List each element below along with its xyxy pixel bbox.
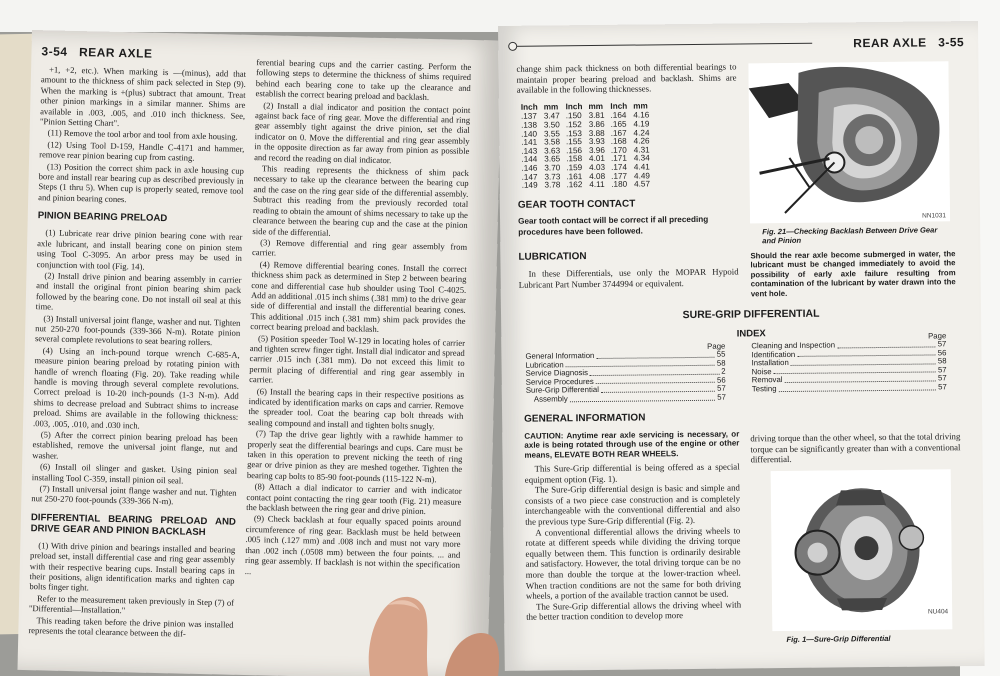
paragraph: (5) After the correct pinion bearing preload has been established, remove the universal joint flange, nut and washer. [32, 429, 238, 461]
column-header: mm [633, 101, 648, 111]
index-left-list [525, 342, 726, 405]
table-cell: 4.26 [633, 136, 650, 146]
table-cell: .164 [610, 111, 627, 121]
table-cell: .140 [521, 129, 538, 139]
index-leader-dots [797, 349, 936, 357]
table-cell: .156 [566, 145, 583, 156]
index-item-label: Identification [751, 349, 796, 359]
table-cell: .143 [521, 146, 538, 156]
paragraph: The Sure-Grip differential design is basic and simple and consists of a two piece case construction and is completely interchangeable with the conventional differential and also the previous type Sure-Grip differential (Fig. 2). [524, 482, 741, 527]
index-item-label: Cleaning and Inspection [751, 340, 836, 351]
index-item-page: 57 [717, 392, 726, 402]
shim-thickness-table [521, 102, 656, 190]
intro-paragraph: change shim pack thickness on both differential bearings to maintain proper bearing preload and backlash. Shims are available in the following thicknesses. [516, 61, 737, 95]
index-item-page: 57 [937, 339, 947, 349]
paragraph: (1) Lubricate rear drive pinion bearing cone with rear axle lubricant, and install bearing cone on pinion stem using Tool C-3095. An arbor press may be used in conjunction with tool (Fig. 14). [36, 227, 243, 272]
index-item-label: Lubrication [525, 359, 564, 370]
header-rule-dot-icon [508, 42, 517, 51]
index-entries [525, 351, 726, 405]
index-page-label: Page [928, 331, 947, 341]
table-cell: .158 [566, 154, 583, 164]
index-item-page: 55 [716, 349, 726, 359]
index-item-label: Installation [751, 358, 789, 368]
column-header: mm [543, 102, 559, 112]
caution-text: CAUTION: Anytime rear axle servicing is necessary, or axle is being rotated through use of the engine or other means, ELEVATE BOTH REAR WHEELS. [524, 429, 740, 460]
index-item-page: 57 [717, 384, 726, 394]
paragraph: (3) Remove differential and ring gear assembly from carrier. [251, 237, 468, 258]
column-header: mm [588, 101, 604, 111]
right-page [498, 21, 985, 671]
table-row [522, 180, 656, 190]
table-cell: 4.41 [633, 162, 650, 172]
table-cell: 3.65 [544, 154, 561, 164]
index-item-page: 57 [937, 373, 947, 383]
table-cell: .161 [566, 171, 583, 181]
index-leader-dots [596, 377, 715, 385]
paragraph: (5) Position speeder Tool W-129 in locating holes of carrier and tighten screw finger tight. Install dial indicator and spread carrier .015 inch (.381 mm). Do not exceed this limit to permit placing of differential and ring gear assembly in carrier. [249, 332, 466, 385]
header-rule [512, 43, 812, 47]
table-cell: .155 [565, 137, 582, 147]
index-item-label: Assembly [533, 394, 568, 404]
index-leader-dots [774, 366, 936, 374]
index-item-page: 56 [937, 347, 947, 358]
table-cell: 3.88 [588, 128, 605, 138]
submerged-warning-text: Should the rear axle become submerged in water, the lubricant must be changed immediately to avoid the possibility of early axle failure resulting from contamination of the lubricant by water drawn into the vent hole. [750, 249, 956, 298]
section-heading: DIFFERENTIAL BEARING PRELOAD AND DRIVE GEAR AND PINION BACKLASH [30, 511, 237, 538]
table-cell: 3.58 [544, 137, 561, 147]
table-cell: 4.31 [633, 145, 650, 155]
paragraph: (3) Install universal joint flange, washer and nut. Tighten nut 250-270 foot-pounds (339-366 N-m). Rotate pinion several complete revolutions to seat bearing rollers. [34, 312, 241, 348]
index-item-page: 57 [938, 382, 947, 392]
table-cell: 4.34 [633, 153, 650, 163]
table-cell: .149 [521, 180, 538, 190]
figure-21-image [748, 61, 950, 223]
paragraph: +1, +2, etc.). When marking is —(minus), add that amount to the thickness of shim pack selected in Step (9). When the marking is +(plus) subtract that amount. Treat other pinion markings in a similar manner. Shims are available in .003, .005, and .010 inch thickness. See, "Pinion Setting Chart". [39, 64, 247, 129]
paragraph: (12) Using Tool D-159, Handle C-4171 and hammer, remove rear pinion bearing cup from casting. [39, 139, 245, 163]
paragraph: A conventional differential allows the driving wheels to rotate at different speeds while dividing the driving torque equally between them. This function is ordinarily desirable and satisfactory. However, the total driving torque can be no more than double the torque at the lower-traction wheel. When traction conditions are not the same for both driving wheels, a portion of the available traction cannot be used. [525, 525, 741, 601]
index-leader-dots [596, 351, 714, 359]
table-cell: 4.49 [633, 170, 650, 181]
section-heading: LUBRICATION [518, 250, 587, 263]
table-cell: .165 [610, 119, 627, 129]
right-column-1-bottom [524, 408, 741, 622]
paragraph: (8) Attach a dial indicator to carrier and with indicator contact point contacting the ring gear tooth (Fig. 21) measure the backlash between the ring gear and drive pinion. [246, 481, 462, 517]
figure-1-image [771, 469, 953, 631]
index-leader-dots [590, 368, 719, 376]
paragraph: This reading taken before the drive pinion was installed represents the total clearance between the dif- [28, 614, 234, 639]
table-cell: .180 [611, 179, 628, 189]
paragraph: (7) Install universal joint flange washer and nut. Tighten nut 250-270 foot-pounds (339-366 N-m). [31, 483, 237, 507]
index-leader-dots [566, 359, 715, 367]
index-leader-dots [791, 358, 936, 366]
left-page-header [41, 44, 152, 61]
table-cell: 3.81 [588, 111, 605, 121]
left-column-2 [245, 57, 472, 582]
index-item-page: 2 [721, 366, 726, 376]
figure-id: NN1031 [922, 212, 947, 220]
table-cell: 3.86 [588, 119, 605, 130]
index-leader-dots [601, 385, 715, 393]
hand-thumb-icon [330, 575, 530, 676]
index-item-page: 58 [716, 358, 726, 368]
index-item-label: Testing [751, 384, 777, 394]
table-cell: 3.73 [544, 171, 561, 182]
paragraph: (2) Install drive pinion and bearing assembly in carrier and install the original front pinion bearing shim pack followed by the bearing cone. Do not install oil seal at this time. [35, 270, 242, 312]
table-cell: .174 [611, 162, 628, 172]
table-cell: 4.01 [588, 154, 606, 164]
table-cell: 3.78 [544, 180, 561, 190]
paragraph: Refer to the measurement taken previously in Step (7) of "Differential—Installation." [28, 593, 235, 616]
table-cell: 3.63 [544, 146, 561, 156]
sure-grip-differential-illustration-icon [771, 469, 953, 631]
index-right-list [751, 331, 947, 394]
axle-backlash-illustration-icon [748, 61, 950, 223]
table-cell: .141 [521, 137, 538, 147]
paragraph: The Sure-Grip differential allows the driving wheel with the better traction condition to develop more [526, 599, 742, 623]
table-cell: .152 [565, 120, 582, 130]
table-cell: 3.47 [543, 111, 560, 121]
table-cell: .171 [610, 154, 627, 164]
paragraph: (6) Install the bearing caps in their respective positions as indicated by identification marks on caps and carrier. Remove the spreader tool. Coat the bearing cap bolt threads with sealing compound and install and tighten bolts snugly. [248, 385, 464, 432]
paragraph: (2) Install a dial indicator and position the contact point against back face of ring gear. Move the differential and ring gear assembly tight against the drive pinion, set the dial indicator on 0. Move the differential and ring gear assembly in the opposite direction as far away from pinion as possible and record the reading on dial indicator. [254, 99, 471, 165]
paragraph: (1) With drive pinion and bearings installed and bearing preload set, install differential case and ring gear assembly with their respective bearing cups. Install bearing caps in their positions, align identification marks and tighten cap bolts finger tight. [29, 540, 236, 593]
table-cell: .168 [610, 136, 627, 146]
right-page-number: 3-55 [938, 35, 965, 50]
table-cell: 4.11 [589, 180, 605, 190]
column-header: Inch [565, 101, 583, 112]
paragraph: (9) Check backlash at four equally spaced points around circumference of ring gear. Backlash must be held between .005 inch (.127 mm) and .008 inch and must not vary more than .002 inch (.0508 mm) between the four points. ... and ring gear assembly. If backlash is not within the specification ... [244, 513, 462, 576]
figure-21-caption: Fig. 21—Checking Backlash Between Drive Gear and Pinion [762, 225, 938, 246]
table-cell: .177 [611, 171, 628, 181]
paragraph: This Sure-Grip differential is being offered as a special equipment option (Fig. 1). [524, 461, 740, 485]
paragraph: ferential bearing cups and the carrier casting. Perform the following steps to determine the thickness of shims required behind each bearing cone to take up the clearance and establish the correct bearing preload and backlash. [255, 57, 472, 103]
shim-table-body [521, 112, 656, 191]
paragraph: This reading represents the thickness of shim pack necessary to take up the clearance between the bearing cup and the case on the ring gear side of the differential assembly. Subtract this reading from the previously recorded total reading to obtain the amount of shims necessary to take up the clearance between the bearing cup and the case at the pinion side of the differential. [252, 163, 469, 238]
table-cell: 4.16 [633, 110, 650, 120]
index-item-page: 56 [716, 375, 726, 385]
table-cell: .162 [566, 180, 583, 190]
paragraph: (4) Using an inch-pound torque wrench C-685-A, measure pinion bearing preload by rotating pinion with handle of wrench floating (Fig. 20). Take reading while handle is moving through several complete revolutions. Correct preload is 10-20 inch-pounds (1-3 N-m). Add shims to decrease preload and Subtract shims to increase preload. Shims are available in the following thickness: .003, .005, .010, and .030 inch. [32, 345, 240, 431]
sure-grip-title: SURE-GRIP DIFFERENTIAL [682, 307, 820, 322]
table-cell: .150 [565, 111, 582, 121]
index-item [752, 383, 947, 394]
index-item-label: Noise [751, 366, 772, 377]
column-header: Inch [520, 102, 538, 112]
index-leader-dots [784, 375, 936, 383]
figure-id: NU404 [927, 608, 949, 616]
table-cell: .159 [566, 163, 583, 173]
column-header: Inch [610, 101, 628, 111]
paragraph: (6) Install oil slinger and gasket. Using pinion seal installing Tool C-359, install pinion oil seal. [31, 461, 238, 486]
table-cell: 3.93 [588, 137, 605, 147]
section-heading: GEAR TOOTH CONTACT [517, 198, 636, 211]
table-cell: .167 [610, 128, 627, 138]
index-page-label: Page [707, 341, 726, 351]
index-item-label: General Information [525, 351, 595, 361]
table-cell: .170 [610, 145, 627, 155]
index-item-page: 58 [937, 356, 947, 366]
index-item-page: 57 [937, 365, 947, 375]
right-page-header [853, 35, 964, 50]
section-heading: PINION BEARING PRELOAD [37, 210, 168, 225]
index-item-label: Sure-Grip Differential [525, 385, 599, 396]
table-cell: 4.19 [633, 119, 650, 129]
table-cell: .144 [521, 154, 538, 165]
index-item [526, 394, 726, 405]
table-cell: 4.08 [589, 171, 606, 181]
left-column-1 [28, 64, 246, 641]
table-cell: .146 [521, 163, 538, 173]
table-cell: 3.50 [543, 120, 560, 130]
index-item-label: Removal [751, 375, 783, 385]
gear-contact-text: Gear tooth contact will be correct if all preceding procedures have been followed. [518, 215, 709, 237]
lubrication-text: In these Differentials, use only the MOPAR Hypoid Lubricant Part Number 3744994 or equivalent. [518, 266, 739, 290]
table-cell: 3.55 [543, 128, 560, 139]
table-cell: 3.96 [588, 145, 605, 155]
index-item-label: Service Procedures [525, 376, 594, 387]
index-entries [751, 340, 947, 394]
left-page-number: 3-54 [41, 44, 68, 59]
index-leader-dots [837, 340, 936, 348]
index-leader-dots [570, 394, 716, 402]
right-column-1-top [516, 62, 738, 291]
paragraph: (11) Remove the tool arbor and tool from axle housing. [47, 127, 238, 143]
index-leader-dots [778, 383, 936, 391]
section-heading: GENERAL INFORMATION [524, 412, 646, 425]
table-cell: .137 [520, 111, 537, 122]
paragraph: (7) Tap the drive gear lightly with a rawhide hammer to properly seat the differential bearings and cups. Care must be taken in this operation to prevent nicking the teeth of ring gear or drive pinion as they are meshed together. Tighten the bearing cap bolts to 85-90 foot-pounds (115-122 N-m). [246, 428, 463, 485]
index-title: INDEX [736, 328, 766, 340]
table-cell: 4.24 [633, 127, 650, 138]
left-page-title: REAR AXLE [78, 45, 153, 61]
table-cell: .147 [521, 172, 538, 182]
right-page-title: REAR AXLE [853, 35, 927, 51]
paragraph: (13) Position the correct shim pack in axle housing cup bore and install rear bearing cup as described previously in Steps (1 thru 5). When cup is properly seated, remove tool and pinion bearing cones. [38, 161, 244, 205]
table-cell: 3.70 [544, 163, 561, 173]
continued-paragraph: driving torque than the other wheel, so that the total driving torque can be significantly greater than with a conventional differential. [750, 431, 961, 465]
index-item-label: Service Diagnosis [525, 368, 589, 378]
table-cell: 4.03 [589, 162, 606, 172]
table-cell: 4.57 [634, 179, 651, 189]
table-cell: .138 [520, 120, 538, 130]
figure-1-caption: Fig. 1—Sure-Grip Differential [786, 633, 891, 645]
paragraph: (4) Remove differential bearing cones. Install the correct thickness shim pack as determined in Step 2 between bearing cone and differential case hub shoulder using Tool C-4025. Add an additional .015 inch shims (.381 mm) to the drive gear side of differential and install the differential bearing cones. This additional .015 inch (.381 mm) shim pack provides the correct bearing preload and backlash. [250, 258, 467, 335]
table-cell: .153 [565, 128, 582, 138]
